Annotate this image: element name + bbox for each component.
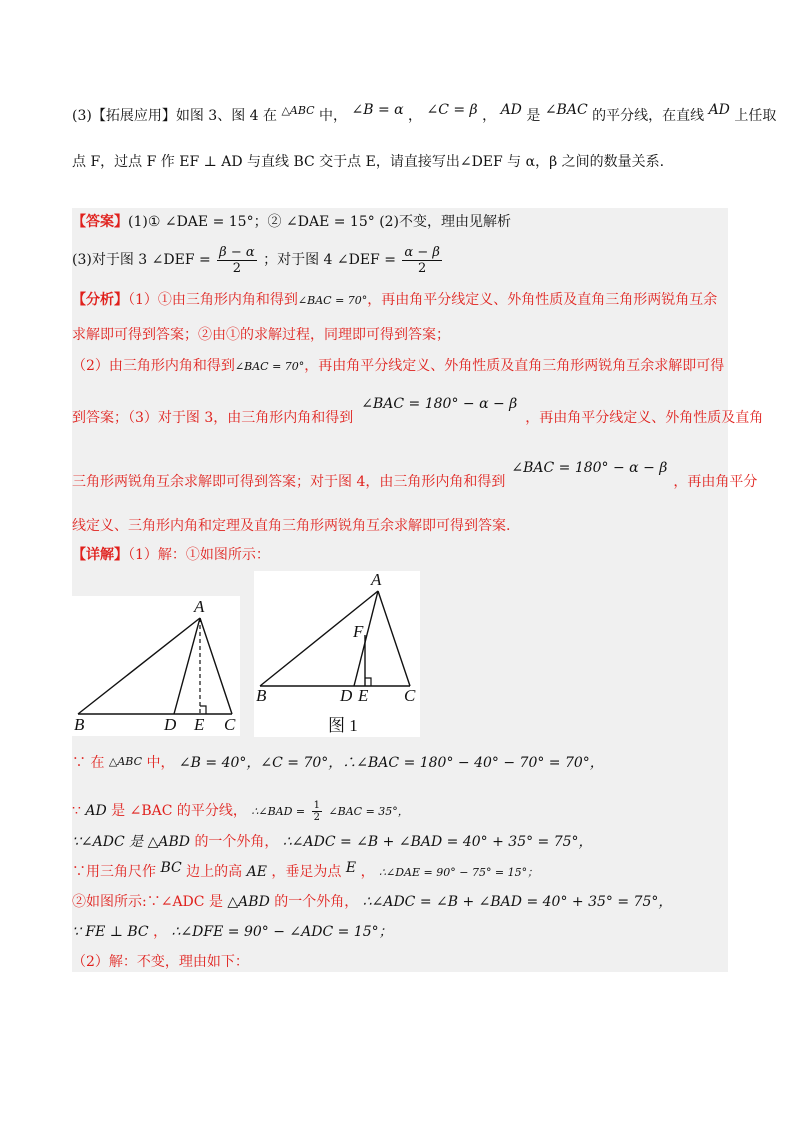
detail-ad: AD — [85, 803, 107, 819]
label-a: A — [194, 597, 205, 616]
analysis-text: 到答案；（3）对于图 3，由三角形内角和得到 — [72, 410, 354, 426]
q3-line1 — [72, 102, 777, 127]
detail-text: ②如图所示:∵∠ADC 是 — [72, 894, 223, 910]
analysis-line2: 求解即可得到答案；②由①的求解过程，同理即可得到答案； — [72, 327, 450, 343]
q3-angle-c: ∠C = β — [426, 102, 478, 118]
detail-formula: ∠B = 40°，∠C = 70°，∴∠BAC = 180° − 40° − 70° = 70°， — [178, 755, 604, 771]
q3-angle-bac: ∠BAC — [544, 102, 588, 118]
answer-fig4: ；对于图 4 ∠DEF = — [263, 252, 396, 268]
analysis-line3 — [72, 356, 724, 377]
right-angle-mark — [365, 678, 371, 686]
q3-text: ， — [408, 108, 423, 124]
detail-triangle: △ABC — [108, 755, 143, 768]
q3-triangle: △ABC — [281, 104, 315, 117]
figure-left-svg — [72, 596, 240, 736]
analysis-text: ，再由角平分线定义、外角性质及直角 — [525, 410, 764, 426]
label-b: B — [256, 686, 267, 705]
detail-text: ∵用三角尺作 — [72, 864, 156, 880]
detail-text: （1）解：①如图所示： — [128, 547, 270, 563]
detail-e: E — [345, 860, 357, 876]
q3-text: 的平分线，在直线 — [592, 108, 705, 124]
label-c: C — [224, 715, 236, 734]
figure-right-svg — [254, 571, 420, 737]
detail-bc: BC — [160, 860, 182, 876]
segment-ad — [174, 618, 200, 714]
figure-caption: 图 1 — [328, 716, 358, 735]
frac-denominator: 2 — [418, 260, 427, 276]
detail-tag: 【详解】 — [72, 547, 128, 563]
analysis-line5 — [72, 460, 758, 492]
detail-formula: ∵ FE ⊥ BC — [72, 924, 149, 940]
q3-text: 是 — [526, 108, 541, 124]
analysis-text: 三角形两锐角互余求解即可得到答案；对于图 4，由三角形内角和得到 — [72, 474, 506, 490]
frac-denominator: 2 — [313, 811, 320, 823]
label-f: F — [353, 622, 364, 641]
segment-ac — [378, 591, 410, 686]
detail-line2 — [72, 753, 604, 774]
detail-line4 — [72, 832, 593, 852]
figure-left — [72, 596, 240, 736]
analysis-tag: 【分析】 — [72, 292, 128, 308]
detail-text: 边上的高 — [186, 864, 243, 880]
q3-angle-b: ∠B = α — [351, 102, 404, 118]
frac-numerator: α − β — [404, 244, 440, 260]
frac-denominator: 2 — [232, 260, 242, 276]
detail-formula: ∴∠ADC = ∠B + ∠BAD = 40° + 35° = 75°， — [362, 894, 673, 910]
segment-ac — [200, 618, 232, 714]
label-c: C — [404, 686, 416, 705]
detail-line5 — [72, 862, 538, 883]
q3-ad2: AD — [708, 102, 730, 118]
detail-text: 是 ∠BAC 的平分线， — [111, 803, 247, 819]
answer-frac2 — [402, 245, 441, 276]
detail-text: ∵ 在 — [72, 755, 105, 771]
analysis-text: ，再由角平分线定义、外角性质及直角三角形两锐角互余 — [367, 292, 718, 308]
detail-line8: （2）解：不变，理由如下： — [72, 954, 249, 970]
answer-line1 — [72, 212, 511, 232]
q3-text: ， — [482, 108, 497, 124]
frac-numerator: 1 — [313, 799, 320, 811]
analysis-text: （1）①由三角形内角和得到 — [128, 292, 298, 308]
detail-text: 的一个外角， — [274, 894, 359, 910]
label-e: E — [194, 715, 205, 734]
detail-text: ∵ — [72, 803, 81, 819]
detail-text: ， — [153, 924, 168, 940]
detail-text: ， — [360, 864, 375, 880]
q3-text: (3)【拓展应用】如图 3、图 4 在 — [72, 108, 277, 124]
detail-formula: ∴∠DAE = 90° − 75° = 15°； — [379, 866, 539, 879]
q3-ad: AD — [500, 102, 522, 118]
answer-fig3: (3)对于图 3 ∠DEF = — [72, 252, 211, 268]
answer-tag: 【答案】 — [72, 214, 128, 230]
analysis-text: ，再由角平分线定义、外角性质及直角三角形两锐角互余求解即可得 — [304, 358, 725, 374]
segment-ab — [78, 618, 200, 714]
detail-line7 — [72, 922, 393, 942]
detail-line3 — [72, 796, 409, 827]
q3-text: 中， — [319, 108, 348, 124]
analysis-formula: ∠BAC = 70° — [234, 360, 305, 373]
answer-frac1 — [217, 245, 256, 276]
answer-line2 — [72, 244, 444, 276]
detail-formula: ∴∠BAD = — [251, 805, 306, 818]
detail-triangle: △ABD — [227, 894, 270, 910]
detail-line1 — [72, 545, 270, 565]
detail-ae: AE — [246, 864, 267, 880]
detail-text: 中， — [146, 755, 175, 771]
analysis-text: （2）由三角形内角和得到 — [72, 358, 235, 374]
detail-line6 — [72, 892, 672, 912]
label-d: D — [164, 715, 177, 734]
analysis-line1 — [72, 290, 717, 311]
q3-text: 上任取 — [734, 108, 777, 124]
analysis-text: ，再由角平分 — [673, 474, 758, 490]
detail-formula: ∵∠ADC 是 — [72, 834, 144, 850]
analysis-formula: ∠BAC = 180° − α − β — [361, 396, 518, 412]
figure-right — [254, 571, 420, 737]
q3-line2: 点 F，过点 F 作 EF ⊥ AD 与直线 BC 交于点 E，请直接写出∠DEF 与 α，β 之间的数量关系. — [72, 154, 665, 170]
label-b: B — [74, 715, 85, 734]
label-e: E — [358, 686, 369, 705]
detail-frac-half — [312, 800, 322, 823]
detail-formula: ∴∠ADC = ∠B + ∠BAD = 40° + 35° = 75°， — [282, 834, 593, 850]
right-angle-mark — [200, 706, 206, 714]
analysis-line6: 线定义、三角形内角和定理及直角三角形两锐角互余求解即可得到答案. — [72, 518, 511, 534]
analysis-formula: ∠BAC = 70° — [297, 294, 368, 307]
analysis-line4 — [72, 396, 764, 428]
detail-formula: ∠BAC = 35°， — [328, 805, 409, 818]
detail-triangle: △ABD — [147, 834, 190, 850]
analysis-formula: ∠BAC = 180° − α − β — [511, 460, 668, 476]
label-a: A — [371, 571, 382, 589]
frac-numerator: β − α — [219, 244, 255, 260]
detail-text: 的一个外角， — [194, 834, 279, 850]
detail-formula: ∴∠DFE = 90° − ∠ADC = 15°； — [171, 924, 393, 940]
detail-text: ，垂足为点 — [271, 864, 342, 880]
label-d: D — [340, 686, 353, 705]
answer-text: (1)① ∠DAE = 15°；② ∠DAE = 15° (2)不变，理由见解析 — [128, 214, 512, 230]
